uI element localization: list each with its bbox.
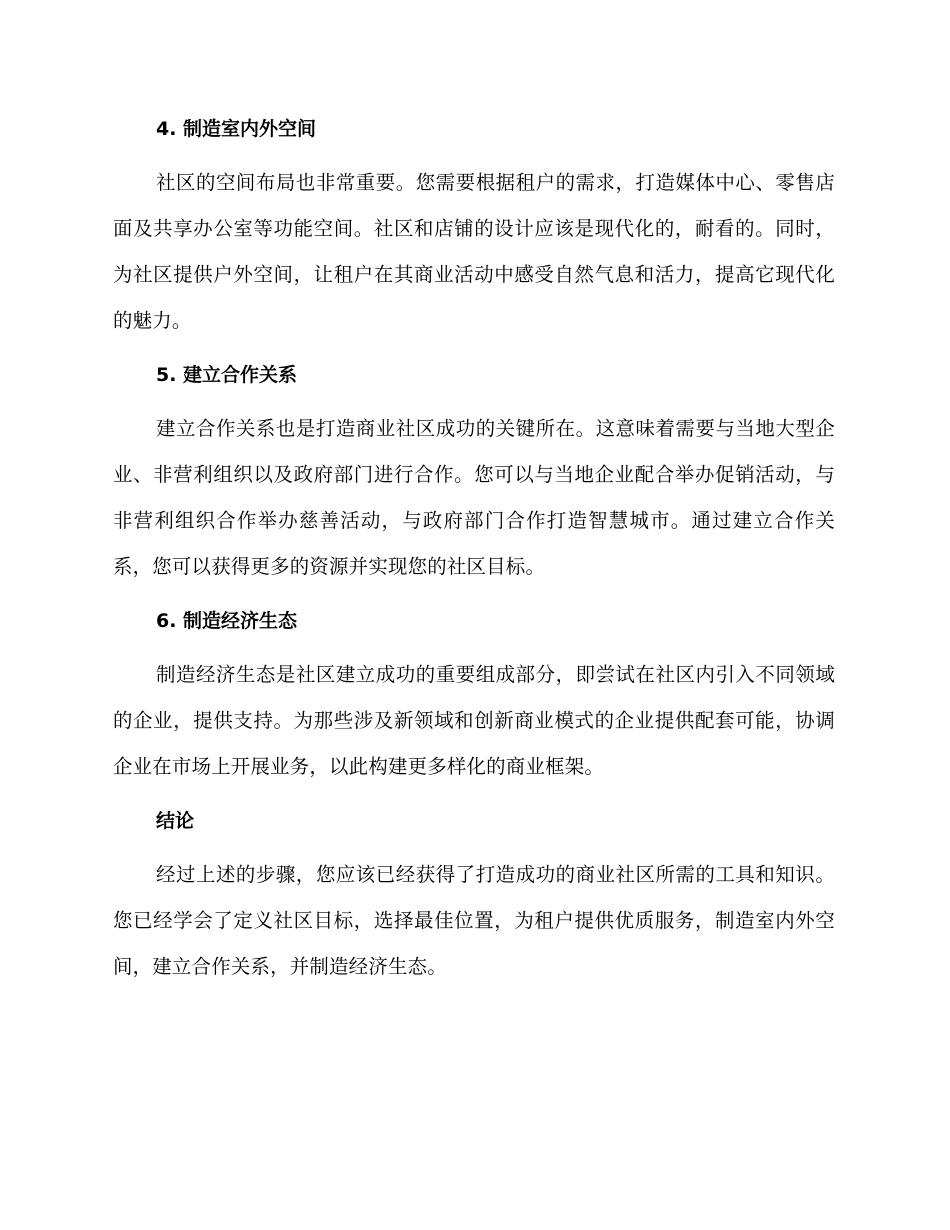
section-paragraph-partnerships: 建立合作关系也是打造商业社区成功的关键所在。这意味着需要与当地大型企业、非营利组织以及政府部门进行合作。您可以与当地企业配合举办促销活动，与非营利组织合作举办慈善活动，与政府部门合作打造智慧城市。通过建立合作关系，您可以获得更多的资源并实现您的社区目标。 [113, 417, 835, 578]
section-heading-partnerships: 5. 建立合作关系 [156, 364, 298, 386]
section-heading-economic-ecosystem: 6. 制造经济生态 [156, 610, 298, 632]
section-heading-conclusion: 结论 [156, 810, 195, 832]
section-heading-indoor-outdoor-space: 4. 制造室内外空间 [156, 118, 317, 140]
section-paragraph-conclusion: 经过上述的步骤，您应该已经获得了打造成功的商业社区所需的工具和知识。您已经学会了定义社区目标，选择最佳位置，为租户提供优质服务，制造室内外空间，建立合作关系，并制造经济生态。 [113, 863, 835, 978]
document-page [113, 113, 835, 990]
section-paragraph-indoor-outdoor-space: 社区的空间布局也非常重要。您需要根据租户的需求，打造媒体中心、零售店面及共享办公室等功能空间。社区和店铺的设计应该是现代化的，耐看的。同时，为社区提供户外空间，让租户在其商业活动中感受自然气息和活力，提高它现代化的魅力。 [113, 171, 835, 332]
section-paragraph-economic-ecosystem: 制造经济生态是社区建立成功的重要组成部分，即尝试在社区内引入不同领域的企业，提供支持。为那些涉及新领域和创新商业模式的企业提供配套可能，协调企业在市场上开展业务，以此构建更多样化的商业框架。 [113, 663, 835, 778]
